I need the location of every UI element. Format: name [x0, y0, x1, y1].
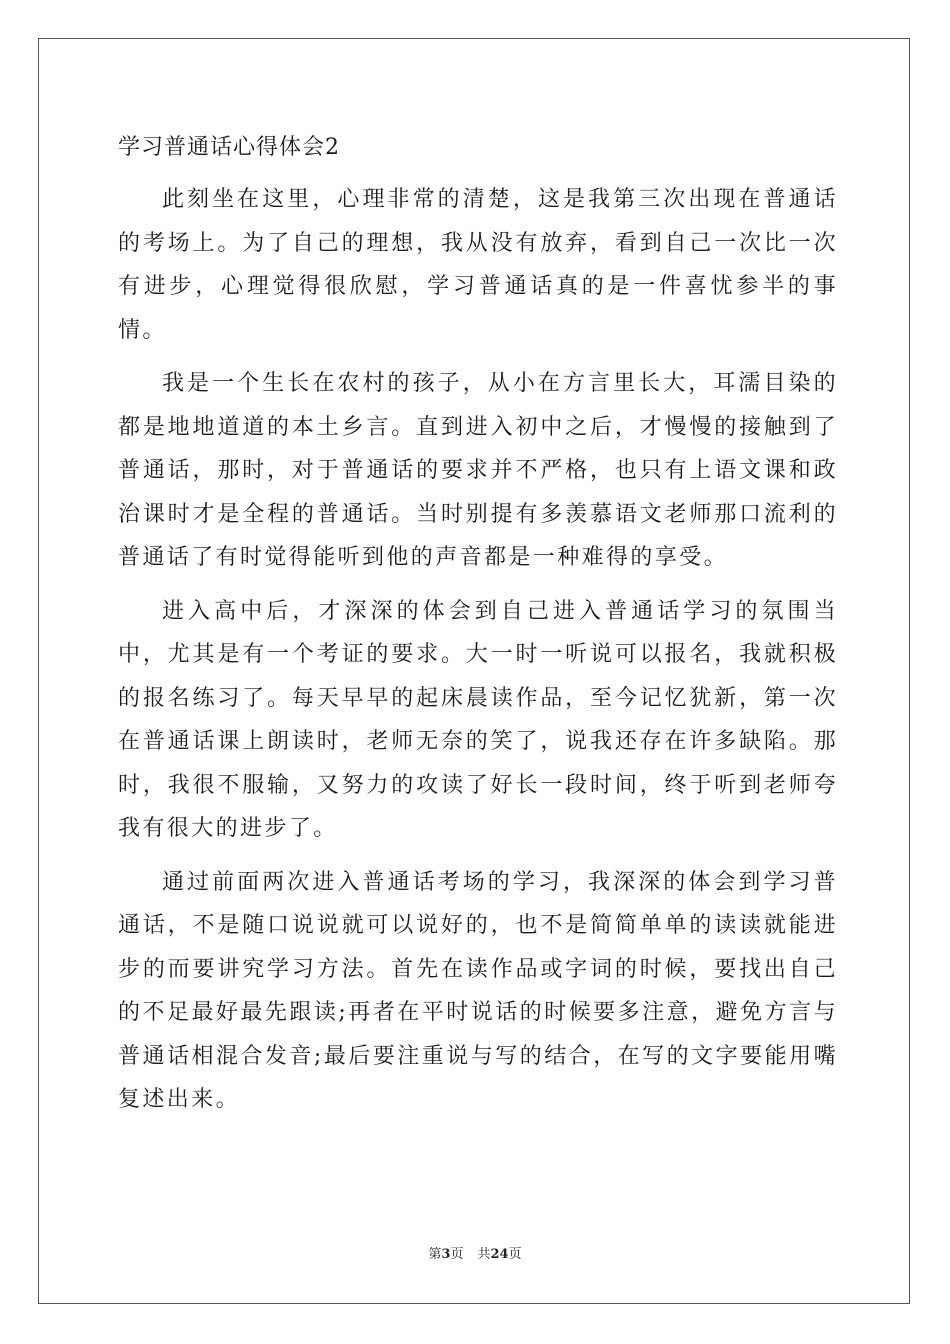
- page-number-current: 3: [441, 1247, 451, 1262]
- page-total-prefix: 共: [477, 1247, 491, 1262]
- page-total-count: 24: [490, 1247, 509, 1262]
- paragraph-1: 此刻坐在这里，心理非常的清楚，这是我第三次出现在普通话的考场上。为了自己的理想，我从没有放弃，看到自己一次比一次有进步，心理觉得很欣慰，学习普通话真的是一件喜忧参半的事情。: [118, 187, 838, 343]
- paragraph-2: 我是一个生长在农村的孩子，从小在方言里长大，耳濡目染的都是地地道道的本土乡言。直到进入初中之后，才慢慢的接触到了普通话，那时，对于普通话的要求并不严格，也只有上语文课和政治课时才是全程的普通话。当时别提有多羡慕语文老师那口流利的普通话了有时觉得能听到他的声音都是一种难得的享受。: [118, 371, 838, 570]
- page-footer: [0, 1246, 950, 1264]
- document-body: [118, 128, 838, 1122]
- paragraph-3: 进入高中后，才深深的体会到自己进入普通话学习的氛围当中，尤其是有一个考证的要求。大一时一听说可以报名，我就积极的报名练习了。每天早早的起床晨读作品，至今记忆犹新，第一次在普通话课上朗读时，老师无奈的笑了，说我还存在许多缺陷。那时，我很不服输，又努力的攻读了好长一段时间，终于听到老师夸我有很大的进步了。: [118, 598, 838, 841]
- document-title: 学习普通话心得体会2: [118, 135, 340, 160]
- page-number-prefix: 第: [428, 1247, 442, 1262]
- page-total-suffix: 页: [508, 1247, 522, 1262]
- page-number-suffix: 页: [450, 1247, 464, 1262]
- paragraph-4: 通过前面两次进入普通话考场的学习，我深深的体会到学习普通话，不是随口说说就可以说好的，也不是简简单单的读读就能进步的而要讲究学习方法。首先在读作品或字词的时候，要找出自己的不足最好最先跟读;再者在平时说话的时候要多注意，避免方言与普通话相混合发音;最后要注重说与写的结合，在写的文字要能用嘴复述出来。: [118, 869, 838, 1112]
